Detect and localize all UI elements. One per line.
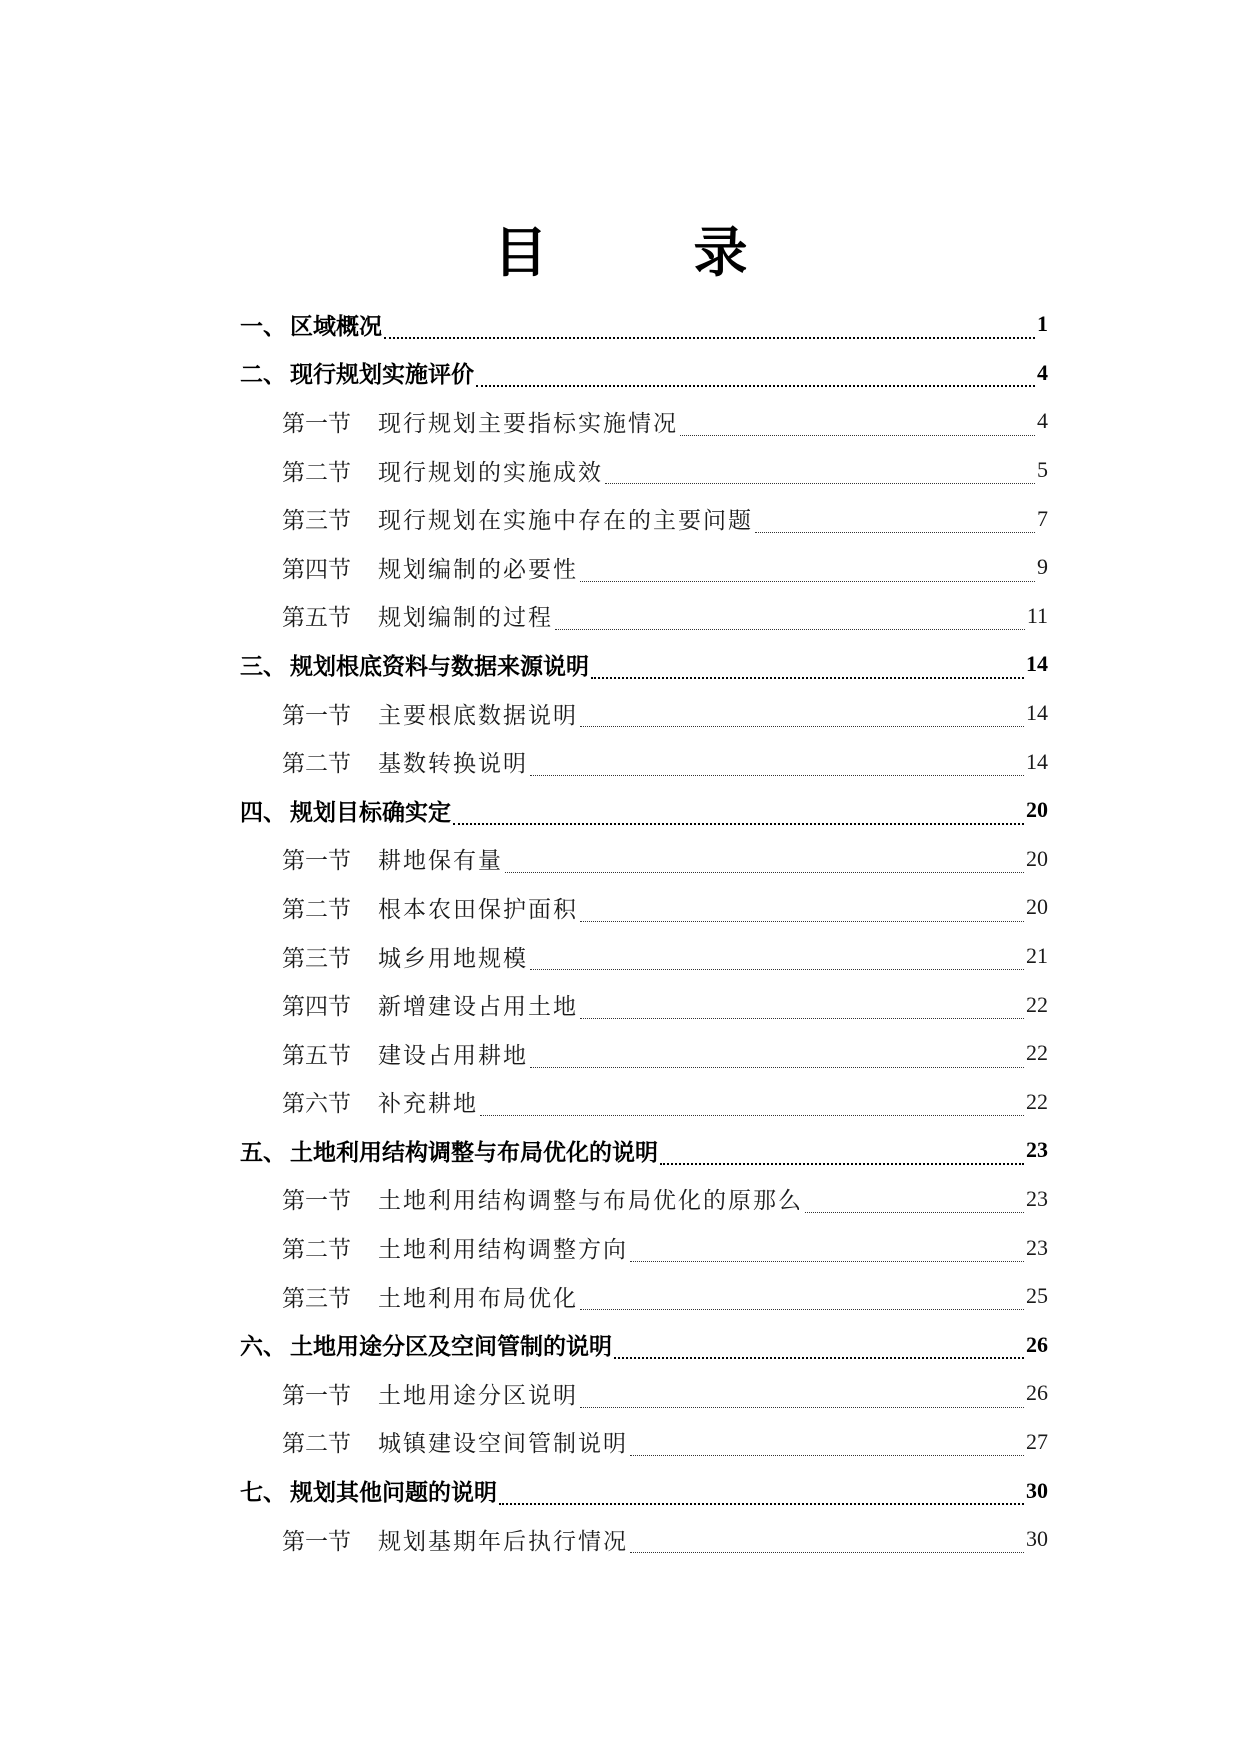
toc-entry-label [282,599,553,632]
toc-entry-label [240,1474,497,1507]
toc-entry-title: 现行规划实施评价 [290,361,474,389]
toc-entry-number: 五、 [240,1138,286,1166]
toc-page-number: 23 [1026,1137,1048,1163]
toc-page-number: 27 [1026,1428,1048,1454]
toc-entry-title: 规划编制的过程 [378,605,553,632]
dot-leader [530,1053,1024,1068]
toc-section-entry[interactable] [240,543,1048,592]
dot-leader [755,518,1035,533]
toc-section-entry[interactable] [240,1369,1048,1418]
toc-entry-label [282,745,528,778]
toc-section-entry[interactable] [240,1223,1048,1272]
toc-entry-number: 第五节 [282,605,351,632]
toc-entry-number: 第二节 [282,751,351,778]
toc-entry-number: 一、 [240,312,286,340]
toc-entry-title: 规划基期年后执行情况 [378,1528,628,1555]
toc-entry-label [282,697,578,730]
toc-section-entry[interactable] [240,737,1048,786]
toc-chapter-entry[interactable] [240,1320,1048,1369]
toc-entry-number: 第二节 [282,1431,351,1458]
toc-entry-title: 城乡用地规模 [378,945,528,972]
toc-entry-number: 第一节 [282,410,351,437]
toc-entry-title: 规划根底资料与数据来源说明 [290,652,589,680]
toc-entry-title: 补充耕地 [378,1091,478,1118]
toc-title: 目 录 [493,220,794,284]
toc-page-number: 14 [1026,651,1048,677]
toc-entry-number: 第一节 [282,1188,351,1215]
dot-leader [605,469,1035,484]
toc-entry-label [240,1134,658,1167]
dot-leader [555,615,1025,630]
toc-entry-title: 根本农田保护面积 [378,896,578,923]
toc-page-number: 23 [1026,1185,1048,1211]
toc-page-number: 1 [1037,311,1048,337]
toc-section-entry[interactable] [240,397,1048,446]
dot-leader [630,1538,1024,1553]
toc-entry-title: 土地利用布局优化 [378,1285,578,1312]
toc-entry-title: 耕地保有量 [378,848,503,875]
toc-entry-number: 六、 [240,1333,286,1361]
toc-section-entry[interactable] [240,1515,1048,1564]
dot-leader [384,323,1035,339]
toc-entry-title: 土地利用结构调整与布局优化的说明 [290,1138,658,1166]
toc-entry-title: 现行规划的实施成效 [378,459,603,486]
toc-page-number: 22 [1026,1040,1048,1066]
toc-entry-number: 第二节 [282,896,351,923]
toc-entry-number: 第三节 [282,945,351,972]
toc-entry-label [282,1425,628,1458]
toc-entry-number: 第五节 [282,1042,351,1069]
toc-page-number: 26 [1026,1380,1048,1406]
toc-entry-title: 主要根底数据说明 [378,702,578,729]
toc-page-number: 30 [1026,1477,1048,1503]
toc-section-entry[interactable] [240,494,1048,543]
dot-leader [805,1198,1024,1213]
toc-entry-label [240,648,589,681]
dot-leader [630,1441,1024,1456]
dot-leader [660,1149,1024,1165]
dot-leader [630,1247,1024,1262]
toc-entry-label [282,1231,628,1264]
dot-leader [591,663,1024,679]
toc-page-number: 22 [1026,991,1048,1017]
dot-leader [480,1101,1024,1116]
toc-entry-label [282,502,753,535]
toc-entry-number: 第三节 [282,508,351,535]
toc-entry-label [282,1280,578,1313]
toc-section-entry[interactable] [240,835,1048,884]
toc-entry-title: 区域概况 [290,312,382,340]
toc-chapter-entry[interactable] [240,300,1048,349]
toc-entry-number: 第二节 [282,1237,351,1264]
toc-entry-number: 七、 [240,1479,286,1507]
dot-leader [580,567,1035,582]
toc-chapter-entry[interactable] [240,1126,1048,1175]
toc-entry-number: 第一节 [282,1528,351,1555]
toc-page-number: 4 [1037,359,1048,385]
toc-chapter-entry[interactable] [240,349,1048,398]
toc-page-number: 5 [1037,457,1048,483]
toc-entry-label [282,454,603,487]
toc-page-number: 30 [1026,1526,1048,1552]
toc-entry-label [282,891,578,924]
toc-entry-number: 第二节 [282,459,351,486]
toc-entry-title: 规划编制的必要性 [378,556,578,583]
toc-page-number: 7 [1037,505,1048,531]
toc-page-number: 23 [1026,1234,1048,1260]
toc-entry-title: 规划其他问题的说明 [290,1479,497,1507]
toc-entry-number: 第四节 [282,556,351,583]
toc-section-entry[interactable] [240,446,1048,495]
toc-page-number: 20 [1026,797,1048,823]
toc-entry-title: 土地用途分区及空间管制的说明 [290,1333,612,1361]
dot-leader [580,907,1024,922]
toc-entry-label [240,308,382,341]
toc-entry-number: 三、 [240,652,286,680]
toc-list [240,300,1048,1563]
toc-entry-label [282,988,578,1021]
toc-section-entry[interactable] [240,689,1048,738]
toc-entry-title: 土地利用结构调整与布局优化的原那么 [378,1188,803,1215]
toc-entry-label [282,551,578,584]
toc-entry-title: 建设占用耕地 [378,1042,528,1069]
toc-entry-number: 第一节 [282,702,351,729]
toc-entry-label [240,356,474,389]
dot-leader [580,1393,1024,1408]
toc-entry-label [282,405,678,438]
toc-entry-label [282,1523,628,1556]
toc-section-entry[interactable] [240,980,1048,1029]
dot-leader [530,955,1024,970]
toc-entry-number: 第六节 [282,1091,351,1118]
toc-page-number: 20 [1026,894,1048,920]
dot-leader [580,1004,1024,1019]
toc-page-number: 20 [1026,845,1048,871]
toc-entry-label [282,842,503,875]
toc-chapter-entry[interactable] [240,640,1048,689]
toc-entry-label [282,1182,803,1215]
toc-page-number: 25 [1026,1283,1048,1309]
toc-section-entry[interactable] [240,1175,1048,1224]
toc-entry-title: 城镇建设空间管制说明 [378,1431,628,1458]
toc-entry-number: 第一节 [282,1382,351,1409]
dot-leader [530,761,1024,776]
dot-leader [505,858,1024,873]
toc-chapter-entry[interactable] [240,786,1048,835]
toc-page-number: 26 [1026,1331,1048,1357]
toc-entry-label [282,1085,478,1118]
dot-leader [680,421,1035,436]
toc-entry-title: 土地用途分区说明 [378,1382,578,1409]
toc-section-entry[interactable] [240,1272,1048,1321]
dot-leader [476,371,1035,387]
toc-entry-number: 四、 [240,798,286,826]
toc-entry-label [282,1037,528,1070]
toc-entry-number: 二、 [240,361,286,389]
dot-leader [453,809,1024,825]
dot-leader [580,1295,1024,1310]
toc-entry-label [240,794,451,827]
toc-page-number: 14 [1026,748,1048,774]
toc-entry-title: 基数转换说明 [378,751,528,778]
toc-page-number: 9 [1037,554,1048,580]
toc-entry-number: 第三节 [282,1285,351,1312]
toc-page-number: 22 [1026,1088,1048,1114]
dot-leader [580,712,1024,727]
dot-leader [614,1343,1024,1359]
toc-entry-label [282,940,528,973]
toc-section-entry[interactable] [240,592,1048,641]
toc-entry-title: 现行规划在实施中存在的主要问题 [378,508,753,535]
toc-section-entry[interactable] [240,883,1048,932]
toc-entry-label [240,1328,612,1361]
toc-entry-number: 第一节 [282,848,351,875]
toc-entry-title: 新增建设占用土地 [378,994,578,1021]
toc-chapter-entry[interactable] [240,1466,1048,1515]
toc-page-number: 14 [1026,700,1048,726]
toc-entry-number: 第四节 [282,994,351,1021]
toc-page-number: 4 [1037,408,1048,434]
toc-section-entry[interactable] [240,1078,1048,1127]
toc-section-entry[interactable] [240,1029,1048,1078]
toc-section-entry[interactable] [240,1418,1048,1467]
toc-page-number: 11 [1026,602,1048,628]
toc-entry-title: 规划目标确实定 [290,798,451,826]
toc-entry-label [282,1377,578,1410]
toc-section-entry[interactable] [240,932,1048,981]
toc-page-number: 21 [1026,943,1048,969]
dot-leader [499,1489,1024,1505]
toc-entry-title: 现行规划主要指标实施情况 [378,410,678,437]
toc-entry-title: 土地利用结构调整方向 [378,1237,628,1264]
